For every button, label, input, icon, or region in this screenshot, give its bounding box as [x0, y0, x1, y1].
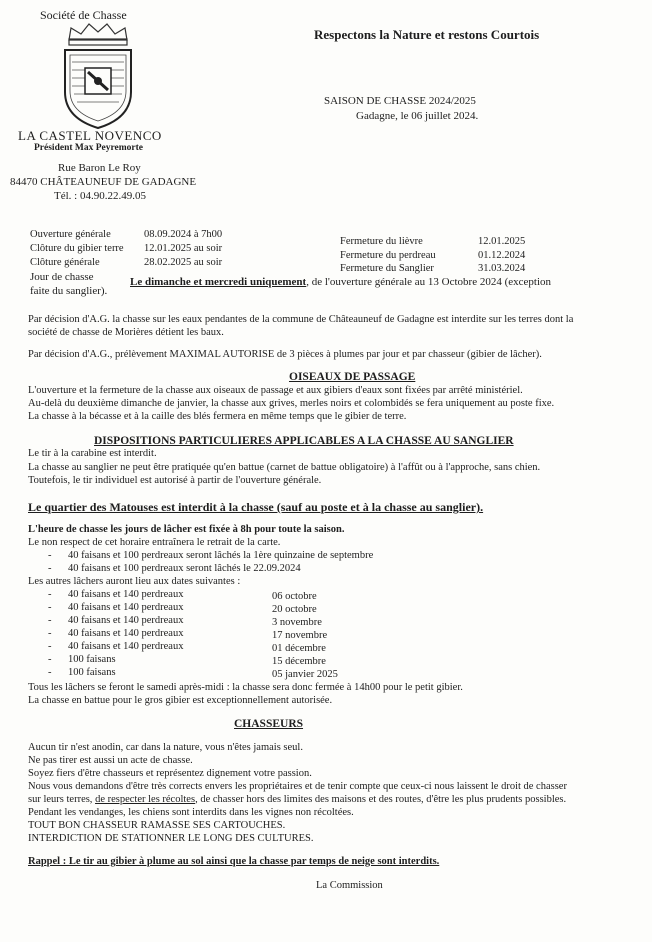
lacher-date: 05 janvier 2025 — [272, 669, 338, 680]
lacher-date: 3 novembre — [272, 617, 322, 628]
oiseaux-line: La chasse à la bécasse et à la caille des blés fermera en même temps que le gibier de terre. — [28, 411, 407, 422]
chasseurs-emphasis: de respecter les récoltes — [95, 794, 196, 805]
chasseurs-line: TOUT BON CHASSEUR RAMASSE SES CARTOUCHES. — [28, 820, 286, 831]
section-title-chasseurs: CHASSEURS — [234, 718, 304, 730]
signature: La Commission — [316, 880, 383, 891]
sanglier-line: Toutefois, le tir individuel est autorisé à partir de l'ouverture générale. — [28, 475, 322, 486]
list-bullet: - — [48, 654, 52, 665]
list-bullet: - — [48, 563, 52, 574]
hunting-days-line — [130, 276, 551, 288]
hunting-days-rest: , de l'ouverture générale au 13 Octobre 2024 (exception — [306, 276, 552, 288]
list-bullet: - — [48, 667, 52, 678]
decision-line: Par décision d'A.G. la chasse sur les eaux pendantes de la commune de Châteauneuf de Gadagne est interdite sur les terres dont la — [28, 314, 574, 325]
list-bullet: - — [48, 628, 52, 639]
battue-note: La chasse en battue pour le gros gibier est exceptionnellement autorisée. — [28, 695, 333, 706]
section-title-sanglier: DISPOSITIONS PARTICULIERES APPLICABLES A LA CHASSE AU SANGLIER — [94, 435, 514, 447]
chasseurs-line: Pendant les vendanges, les chiens sont interdits dans les vignes non récoltées. — [28, 807, 354, 818]
date-label: Fermeture du Sanglier — [340, 263, 434, 274]
list-bullet: - — [48, 641, 52, 652]
chasseurs-text: sur leurs terres, — [28, 794, 96, 805]
date-value: 01.12.2024 — [478, 250, 526, 261]
date-value: 12.01.2025 au soir — [144, 243, 223, 254]
lacher-desc: 40 faisans et 140 perdreaux — [68, 589, 184, 600]
first-lacher: 40 faisans et 100 perdreaux seront lâchés le 22.09.2024 — [68, 563, 301, 574]
place-date: Gadagne, le 06 juillet 2024. — [356, 110, 479, 122]
others-intro: Les autres lâchers auront lieu aux dates suivantes : — [28, 576, 241, 587]
date-label: Fermeture du lièvre — [340, 236, 423, 247]
lacher-date: 15 décembre — [272, 656, 326, 667]
list-bullet: - — [48, 589, 52, 600]
hunting-days-line2: faite du sanglier). — [30, 285, 108, 297]
date-value: 31.03.2024 — [478, 263, 526, 274]
oiseaux-line: L'ouverture et la fermeture de la chasse aux oiseaux de passage et aux gibiers d'eaux sont fixées par arrêté ministériel. — [28, 385, 523, 396]
lacher-desc: 40 faisans et 140 perdreaux — [68, 641, 184, 652]
lacher-desc: 100 faisans — [68, 667, 116, 678]
society-title: LA CASTEL NOVENCO — [18, 128, 162, 143]
date-value: 28.02.2025 au soir — [144, 257, 223, 268]
chasseurs-text: , de chasser hors des limites des maisons et des routes, d'être les plus prudents possibles. — [195, 794, 567, 805]
matouses-title: Le quartier des Matouses est interdit à la chasse (sauf au poste et à la chasse au sanglier). — [28, 500, 484, 514]
coat-of-arms-emblem — [55, 22, 141, 130]
lacher-date: 06 octobre — [272, 591, 317, 602]
slogan: Respectons la Nature et restons Courtois — [314, 27, 540, 42]
chasseurs-line — [28, 794, 566, 805]
date-label: Clôture du gibier terre — [30, 243, 124, 254]
lacher-desc: 100 faisans — [68, 654, 116, 665]
non-respect: Le non respect de cet horaire entraînera le retrait de la carte. — [28, 537, 281, 548]
hunting-days-label: Jour de chasse — [30, 271, 94, 283]
address-city: 84470 CHÂTEAUNEUF DE GADAGNE — [10, 176, 197, 188]
lacher-date: 17 novembre — [272, 630, 328, 641]
lacher-date: 01 décembre — [272, 643, 326, 654]
oiseaux-line: Au-delà du deuxième dimanche de janvier, la chasse aux grives, merles noirs et colombidés se fera uniquement au poste fixe. — [28, 398, 555, 409]
sanglier-line: Le tir à la carabine est interdit. — [28, 448, 157, 459]
phone: Tél. : 04.90.22.49.05 — [54, 190, 146, 202]
lacher-date: 20 octobre — [272, 604, 317, 615]
chasseurs-line: Aucun tir n'est anodin, car dans la nature, vous n'êtes jamais seul. — [28, 742, 303, 753]
chasseurs-line: INTERDICTION DE STATIONNER LE LONG DES CULTURES. — [28, 833, 314, 844]
season: SAISON DE CHASSE 2024/2025 — [324, 95, 476, 107]
chasseurs-line: Nous vous demandons d'être très corrects envers les propriétaires et de tenir compte que ceux-ci nous laissent le droit de chasser — [28, 781, 567, 792]
chasseurs-line: Soyez fiers d'être chasseurs et représentez dignement votre passion. — [28, 768, 312, 779]
lacher-desc: 40 faisans et 140 perdreaux — [68, 628, 184, 639]
list-bullet: - — [48, 602, 52, 613]
president: Président Max Peyremorte — [34, 143, 144, 153]
date-value: 12.01.2025 — [478, 236, 526, 247]
date-label: Ouverture générale — [30, 229, 111, 240]
decision-line: société de chasse de Morières détient les baux. — [28, 327, 224, 338]
decision-quota: Par décision d'A.G., prélèvement MAXIMAL AUTORISE de 3 pièces à plumes par jour et par chasseur (gibier de lâcher). — [28, 349, 542, 360]
list-bullet: - — [48, 550, 52, 561]
date-label: Fermeture du perdreau — [340, 250, 436, 261]
date-label: Clôture générale — [30, 257, 100, 268]
list-bullet: - — [48, 615, 52, 626]
address-street: Rue Baron Le Roy — [58, 162, 141, 174]
section-title-oiseaux: OISEAUX DE PASSAGE — [289, 371, 416, 383]
hunting-days-emphasis: Le dimanche et mercredi uniquement — [130, 276, 307, 288]
chasseurs-line: Ne pas tirer est aussi un acte de chasse. — [28, 755, 193, 766]
date-value: 08.09.2024 à 7h00 — [144, 229, 223, 240]
lacher-desc: 40 faisans et 140 perdreaux — [68, 615, 184, 626]
first-lacher: 40 faisans et 100 perdreaux seront lâchés la 1ère quinzaine de septembre — [68, 550, 374, 561]
society-name: Société de Chasse — [40, 8, 127, 22]
lacher-hour: L'heure de chasse les jours de lâcher est fixée à 8h pour toute la saison. — [28, 524, 345, 535]
sanglier-line: La chasse au sanglier ne peut être pratiquée qu'en battue (carnet de battue obligatoire) à l'affût ou à l'approche, sans chien. — [28, 462, 541, 473]
samedi-note: Tous les lâchers se feront le samedi après-midi : la chasse sera donc fermée à 14h00 pour le petit gibier. — [28, 682, 463, 693]
rappel: Rappel : Le tir au gibier à plume au sol ainsi que la chasse par temps de neige sont interdits. — [28, 856, 440, 867]
lacher-desc: 40 faisans et 140 perdreaux — [68, 602, 184, 613]
